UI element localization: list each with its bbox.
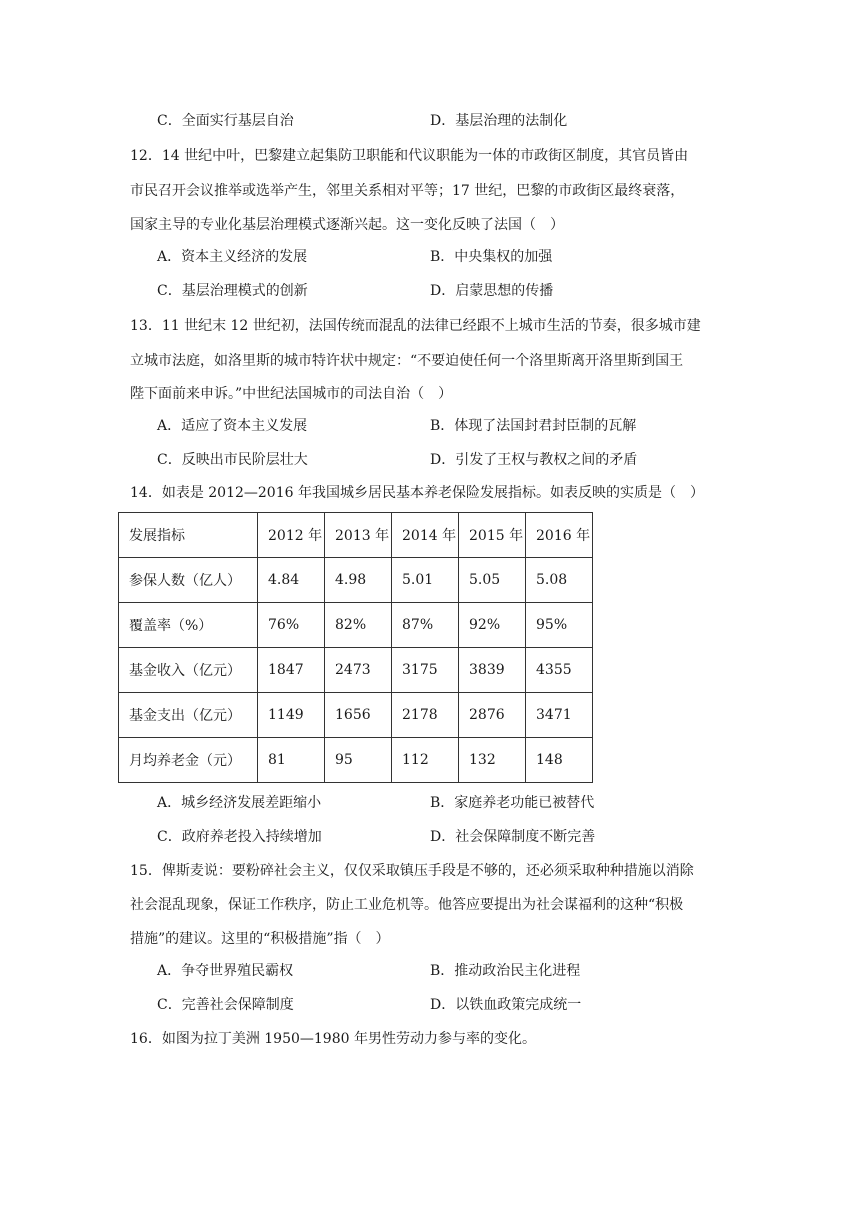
q12-option-c: C．基层治理模式的创新 bbox=[157, 283, 308, 299]
table-cell: 基金收入（亿元） bbox=[119, 648, 258, 693]
q12-option-b: B．中央集权的加强 bbox=[430, 249, 553, 265]
table-header-row bbox=[119, 513, 593, 558]
q12-option-a: A．资本主义经济的发展 bbox=[157, 249, 308, 265]
table-cell: 5.05 bbox=[459, 558, 526, 603]
table-cell: 4.84 bbox=[258, 558, 325, 603]
table-cell: 81 bbox=[258, 738, 325, 783]
q13-option-a: A．适应了资本主义发展 bbox=[157, 418, 308, 434]
table-row bbox=[119, 693, 593, 738]
table-cell: 1847 bbox=[258, 648, 325, 693]
table-cell: 月均养老金（元） bbox=[119, 738, 258, 783]
table-header-cell: 2012 年 bbox=[258, 513, 325, 558]
table-header-cell: 2014 年 bbox=[392, 513, 459, 558]
q11-option-c: C．全面实行基层自治 bbox=[157, 113, 294, 129]
table-row bbox=[119, 603, 593, 648]
table-cell: 基金支出（亿元） bbox=[119, 693, 258, 738]
q11-option-d: D．基层治理的法制化 bbox=[430, 113, 568, 129]
table-cell: 3839 bbox=[459, 648, 526, 693]
q13-option-c: C．反映出市民阶层壮大 bbox=[157, 452, 308, 468]
table-cell: 92% bbox=[459, 603, 526, 648]
table-cell: 2473 bbox=[325, 648, 392, 693]
q16-stem: 16．如图为拉丁美洲 1950—1980 年男性劳动力参与率的变化。 bbox=[130, 1031, 536, 1047]
table-header-cell: 发展指标 bbox=[119, 513, 258, 558]
q15-option-b: B．推动政治民主化进程 bbox=[430, 963, 581, 979]
q14-option-b: B．家庭养老功能已被替代 bbox=[430, 795, 595, 811]
q12-stem-line-1: 12．14 世纪中叶，巴黎建立起集防卫职能和代议职能为一体的市政街区制度，其官员皆由 bbox=[130, 148, 689, 164]
q13-stem-line-1: 13．11 世纪末 12 世纪初，法国传统而混乱的法律已经跟不上城市生活的节奏，很多城市建 bbox=[130, 318, 701, 334]
table-cell: 112 bbox=[392, 738, 459, 783]
table-header-cell: 2013 年 bbox=[325, 513, 392, 558]
table-cell: 1149 bbox=[258, 693, 325, 738]
q14-option-a: A．城乡经济发展差距缩小 bbox=[157, 795, 322, 811]
table-row bbox=[119, 738, 593, 783]
q12-option-d: D．启蒙思想的传播 bbox=[430, 283, 554, 299]
table-row bbox=[119, 648, 593, 693]
table-cell: 参保人数（亿人） bbox=[119, 558, 258, 603]
q15-stem-line-1: 15．俾斯麦说：要粉碎社会主义，仅仅采取镇压手段是不够的，还必须采取种种措施以消除 bbox=[130, 863, 694, 879]
table-cell: 2876 bbox=[459, 693, 526, 738]
q15-stem-line-2: 社会混乱现象，保证工作秩序，防止工业危机等。他答应要提出为社会谋福利的这种“积极 bbox=[130, 897, 684, 913]
table-cell: 148 bbox=[526, 738, 593, 783]
q13-option-b: B．体现了法国封君封臣制的瓦解 bbox=[430, 418, 637, 434]
q15-option-a: A．争夺世界殖民霸权 bbox=[157, 963, 294, 979]
table-cell: 95 bbox=[325, 738, 392, 783]
table-row bbox=[119, 558, 593, 603]
table-header-cell: 2015 年 bbox=[459, 513, 526, 558]
table-cell: 3175 bbox=[392, 648, 459, 693]
table-cell: 3471 bbox=[526, 693, 593, 738]
q12-stem-line-2: 市民召开会议推举或选举产生，邻里关系相对平等；17 世纪，巴黎的市政街区最终衰落， bbox=[130, 183, 685, 199]
table-cell: 4.98 bbox=[325, 558, 392, 603]
table-cell: 5.01 bbox=[392, 558, 459, 603]
table-cell: 2178 bbox=[392, 693, 459, 738]
table-header-cell: 2016 年 bbox=[526, 513, 593, 558]
q13-stem-line-3: 陛下面前来申诉。”中世纪法国城市的司法自治（ ） bbox=[130, 386, 453, 402]
table-cell: 76% bbox=[258, 603, 325, 648]
table-cell: 82% bbox=[325, 603, 392, 648]
q14-option-c: C．政府养老投入持续增加 bbox=[157, 829, 322, 845]
table-cell: 87% bbox=[392, 603, 459, 648]
q13-option-d: D．引发了王权与教权之间的矛盾 bbox=[430, 452, 638, 468]
table-cell: 4355 bbox=[526, 648, 593, 693]
table-cell: 95% bbox=[526, 603, 593, 648]
table-cell: 1656 bbox=[325, 693, 392, 738]
table-cell: 5.08 bbox=[526, 558, 593, 603]
table-cell: 覆盖率（%） bbox=[119, 603, 258, 648]
q13-stem-line-2: 立城市法庭，如洛里斯的城市特许状中规定：“不要迫使任何一个洛里斯离开洛里斯到国王 bbox=[130, 353, 684, 369]
q15-option-d: D．以铁血政策完成统一 bbox=[430, 997, 582, 1013]
q12-stem-line-3: 国家主导的专业化基层治理模式逐渐兴起。这一变化反映了法国（ ） bbox=[130, 217, 564, 233]
pension-stats-table bbox=[118, 512, 593, 783]
table-cell: 132 bbox=[459, 738, 526, 783]
q15-stem-line-3: 措施”的建议。这里的“积极措施”指（ ） bbox=[130, 931, 390, 947]
q14-option-d: D．社会保障制度不断完善 bbox=[430, 829, 596, 845]
q15-option-c: C．完善社会保障制度 bbox=[157, 997, 294, 1013]
q14-stem: 14．如表是 2012—2016 年我国城乡居民基本养老保险发展指标。如表反映的实质是（ ） bbox=[130, 485, 704, 501]
